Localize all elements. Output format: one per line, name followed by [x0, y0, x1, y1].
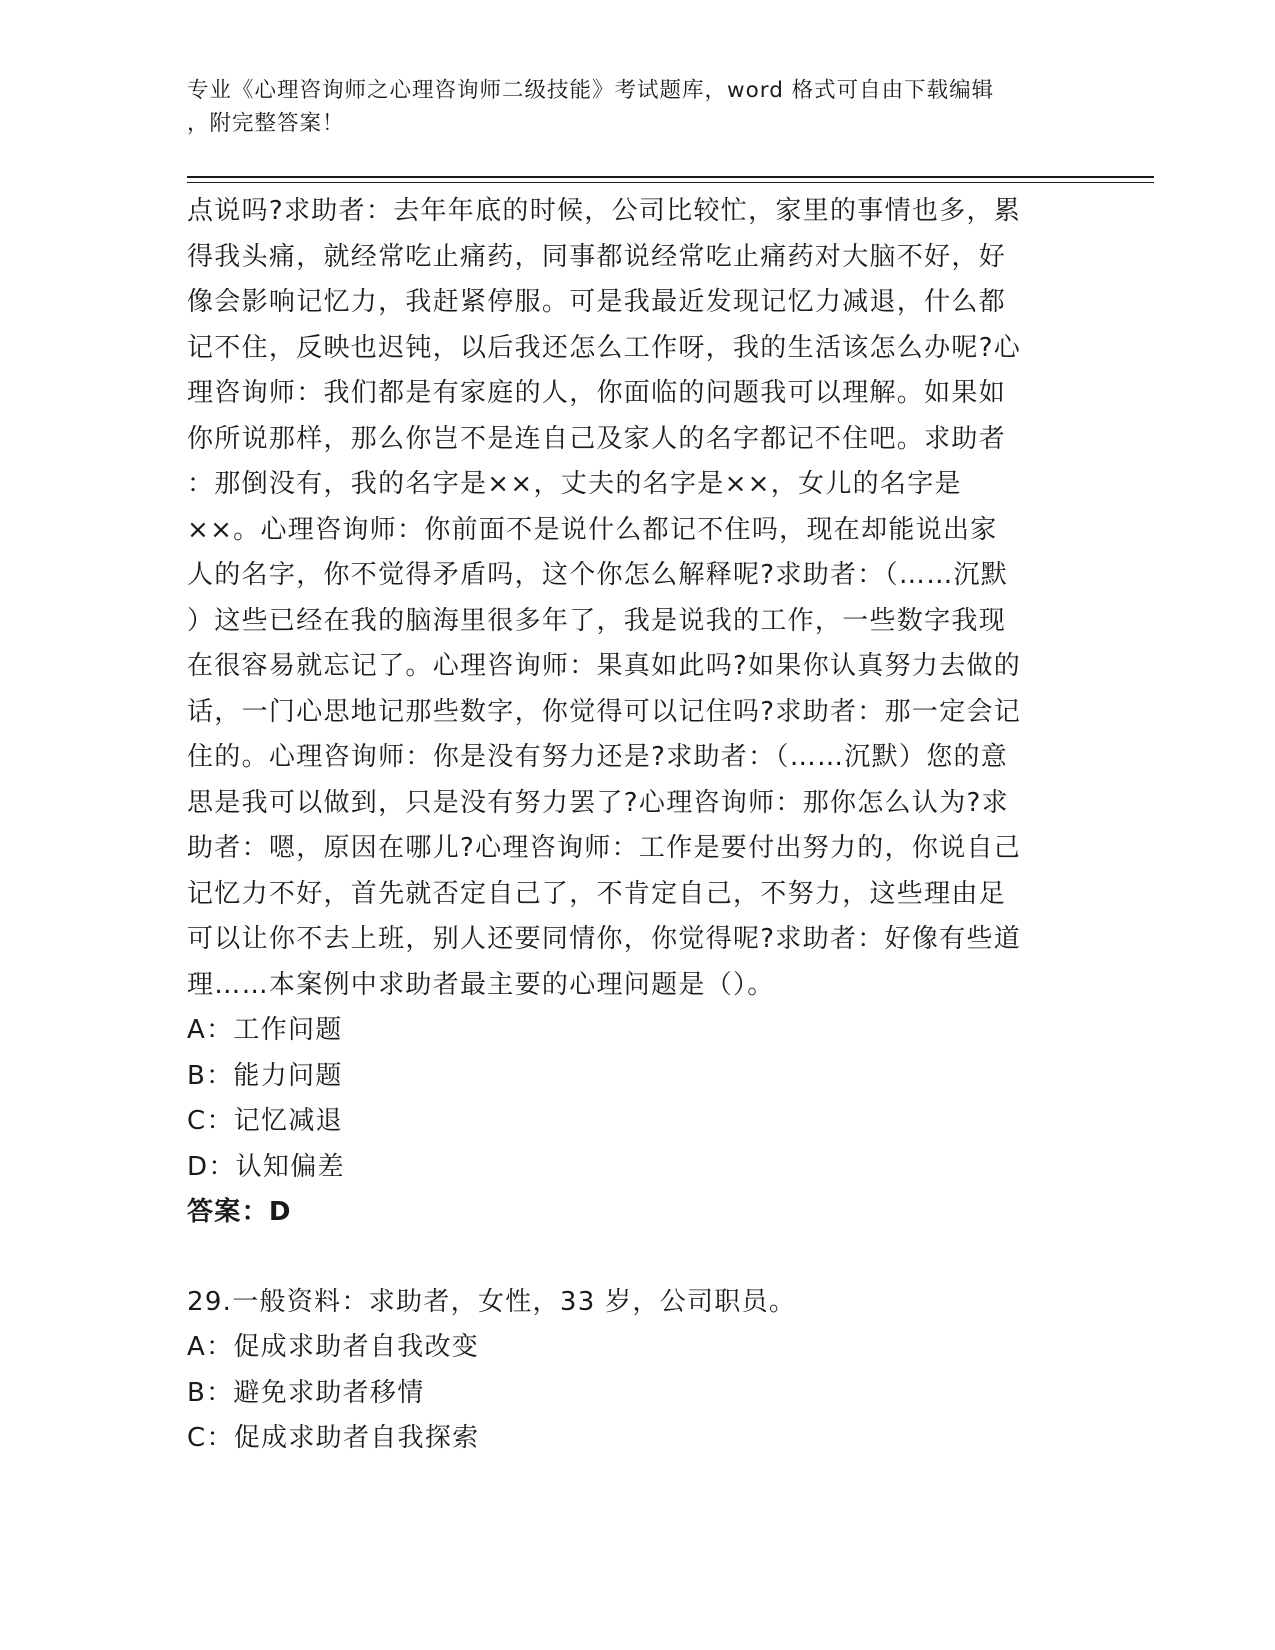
document-header	[187, 74, 1067, 140]
passage-line: 话，一门心思地记那些数字，你觉得可以记住吗?求助者：那一定会记	[187, 696, 1022, 727]
spacer	[187, 1236, 1087, 1280]
passage-line: ）这些已经在我的脑海里很多年了，我是说我的工作，一些数字我现	[187, 605, 1007, 636]
question-29-options	[187, 1325, 1087, 1462]
passage-line: 像会影响记忆力，我赶紧停服。可是我最近发现记忆力减退，什么都	[187, 287, 1007, 317]
option-b: B：避免求助者移情	[187, 1377, 425, 1408]
passage-line: 理咨询师：我们都是有家庭的人，你面临的问题我可以理解。如果如	[187, 378, 1007, 408]
question-28-answer: 答案：D	[187, 1197, 292, 1227]
passage-line: 你所说那样，那么你岂不是连自己及家人的名字都记不住吧。求助者	[187, 423, 1007, 454]
question-28-passage	[187, 189, 1087, 1008]
document-body	[187, 189, 1087, 1462]
header-divider-thin	[187, 182, 1154, 183]
passage-line: 助者：嗯，原因在哪儿?心理咨询师：工作是要付出努力的，你说自己	[187, 833, 1022, 863]
passage-line: 人的名字，你不觉得矛盾吗，这个你怎么解释呢?求助者：（……沉默	[187, 560, 1009, 590]
passage-line: 点说吗?求助者：去年年底的时候，公司比较忙，家里的事情也多，累	[187, 196, 1022, 226]
passage-line: 思是我可以做到，只是没有努力罢了?心理咨询师：那你怎么认为?求	[187, 787, 1009, 818]
passage-line: 在很容易就忘记了。心理咨询师：果真如此吗?如果你认真努力去做的	[187, 651, 1022, 681]
option-a: A：促成求助者自我改变	[187, 1332, 480, 1362]
header-line-2: ，附完整答案！	[187, 111, 345, 136]
passage-line: 记忆力不好，首先就否定自己了，不肯定自己，不努力，这些理由足	[187, 878, 1007, 909]
option-d: D：认知偏差	[187, 1151, 345, 1182]
option-c: C：促成求助者自我探索	[187, 1423, 480, 1453]
option-a: A：工作问题	[187, 1015, 343, 1045]
header-line-1: 专业《心理咨询师之心理咨询师二级技能》考试题库，word 格式可自由下载编辑	[187, 78, 995, 103]
passage-line: 可以让你不去上班，别人还要同情你，你觉得呢?求助者：好像有些道	[187, 924, 1022, 954]
passage-line: ：那倒没有，我的名字是××，丈夫的名字是××，女儿的名字是	[187, 469, 962, 499]
passage-line: 记不住，反映也迟钝，以后我还怎么工作呀，我的生活该怎么办呢?心	[187, 332, 1022, 363]
passage-line: 得我头痛，就经常吃止痛药，同事都说经常吃止痛药对大脑不好，好	[187, 241, 1007, 272]
passage-line: 住的。心理咨询师：你是没有努力还是?求助者：（……沉默）您的意	[187, 742, 1009, 772]
question-29-stem: 29.一般资料：求助者，女性，33 岁，公司职员。	[187, 1286, 797, 1317]
option-b: B：能力问题	[187, 1060, 343, 1091]
passage-line: 理……本案例中求助者最主要的心理问题是（）。	[187, 969, 775, 1000]
option-c: C：记忆减退	[187, 1106, 343, 1136]
question-28-options	[187, 1008, 1087, 1190]
passage-line: ××。心理咨询师：你前面不是说什么都记不住吗，现在却能说出家	[187, 514, 998, 545]
header-divider-thick	[187, 176, 1154, 178]
